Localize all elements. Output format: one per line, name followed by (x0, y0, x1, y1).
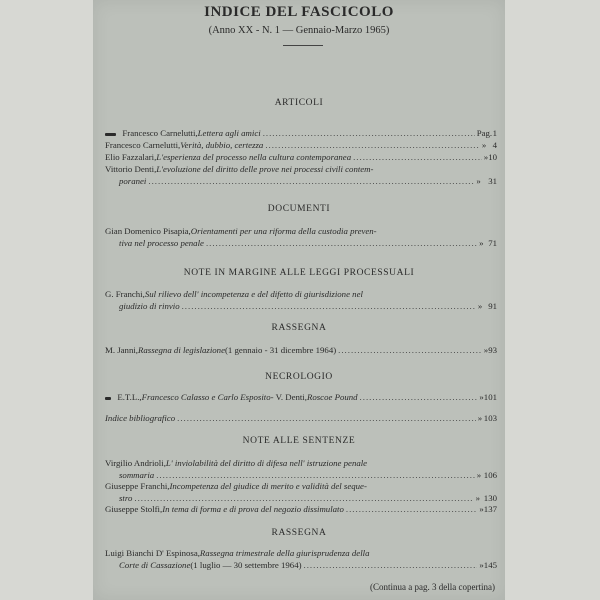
entry-pisapia: Gian Domenico Pisapia, Orientamenti per una riforma della custodia preven- tiva nel processo penale ..... » 71 (105, 226, 497, 249)
entry-andrioli: Virgilio Andrioli, L' inviolabilità del diritto di difesa nell' istruzione penale sommaria ..... » 106 (105, 458, 497, 481)
entry-denti: Vittorio Denti, L'evoluzione del diritto delle prove nei processi civili contem- poranei ..... » 31 (105, 164, 497, 187)
entry-etl: E.T.L., Francesco Calasso e Carlo Esposito - V. Denti, Roscoe Pound ..... » 101 (105, 392, 497, 404)
issue-subtitle: (Anno XX - N. 1 — Gennaio-Marzo 1965) (208, 25, 390, 36)
entry-carnelutti-verita: Francesco Carnelutti, Verità, dubbio, certezza ..... » 4 (105, 140, 497, 152)
entry-fazzalari: Elio Fazzalari, L'esperienza del processo nella cultura contemporanea ..... » 10 (105, 152, 497, 164)
entry-franchi-rilievo: G. Franchi, Sul rilievo dell' incompetenza e del difetto di giurisdizione nel giudizio di rinvio ..... » 91 (105, 289, 497, 312)
entry-carnelutti-lettera: Francesco Carnelutti, Lettera agli amici ..... Pag. 1 (105, 128, 497, 140)
marker-dash (105, 397, 111, 400)
section-note-sentenze: NOTE ALLE SENTENZE (242, 436, 356, 446)
section-rassegna-1: RASSEGNA (271, 323, 327, 333)
section-necrologio: NECROLOGIO (265, 372, 333, 382)
entry-indice-bibliografico: Indice bibliografico ..... » 103 (105, 413, 497, 425)
title-rule (283, 45, 323, 46)
section-rassegna-2: RASSEGNA (271, 528, 327, 538)
entry-franchi-incompetenza: Giuseppe Franchi, Incompetenza del giudice di merito e validità del seque- stro ..... » 130 (105, 481, 497, 504)
marker-dash (105, 133, 116, 136)
continuation-note: (Continua a pag. 3 della copertina) (370, 582, 495, 592)
section-articoli: ARTICOLI (274, 98, 324, 108)
page-title: INDICE DEL FASCICOLO (204, 4, 394, 20)
entry-janni: M. Janni, Rassegna di legislazione (1 gennaio - 31 dicembre 1964) ..... » 93 (105, 345, 497, 357)
entry-bianchi-despinosa: Luigi Bianchi D' Espinosa, Rassegna trimestrale della giurisprudenza della Corte di Cassazione (1 luglio — 30 settembre 1964) ..... » 145 (105, 548, 497, 571)
section-note-margine: NOTE IN MARGINE ALLE LEGGI PROCESSUALI (183, 268, 415, 278)
page (93, 0, 505, 600)
entry-stolfi: Giuseppe Stolfi, In tema di forma e di prova del negozio dissimulato ..... » 137 (105, 504, 497, 516)
section-documenti: DOCUMENTI (267, 204, 331, 214)
